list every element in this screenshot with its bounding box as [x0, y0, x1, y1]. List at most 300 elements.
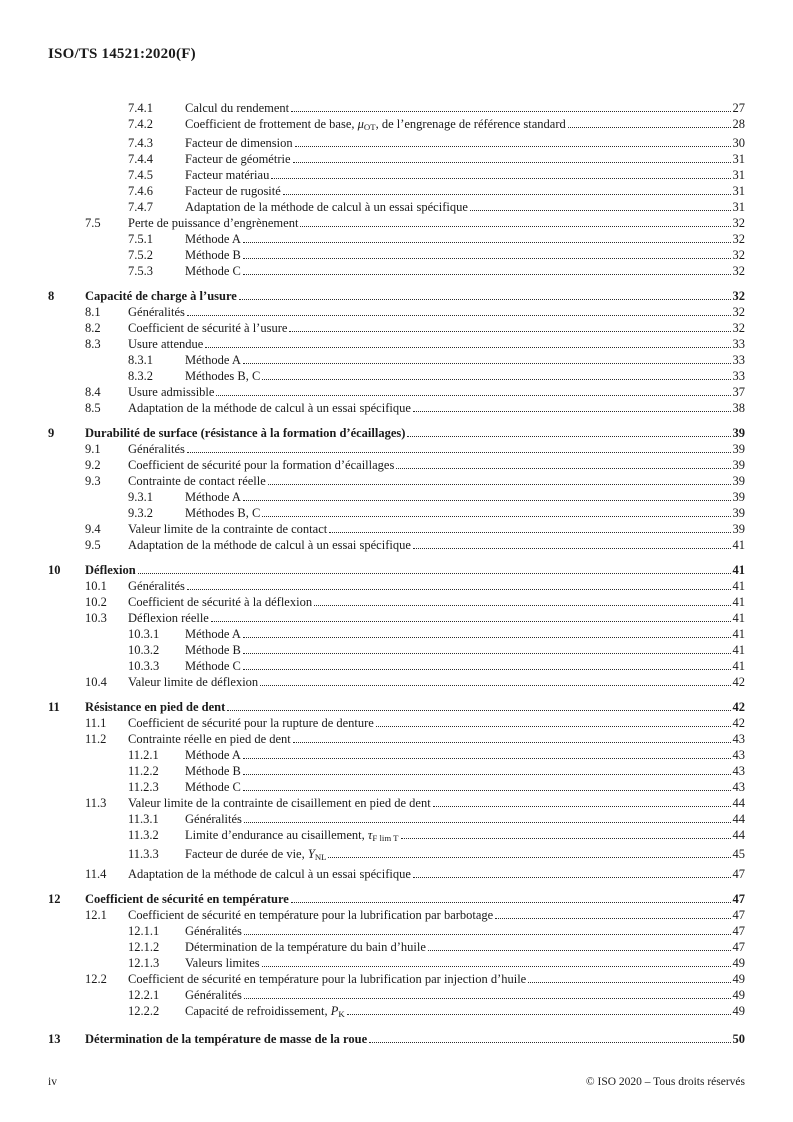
toc-entry-title: [85, 288, 237, 304]
table-of-contents: [48, 100, 745, 1047]
toc-entry-title: [185, 747, 241, 763]
toc-entry[interactable]: [48, 715, 745, 731]
toc-title-text: Capacité de refroidissement,: [185, 1003, 331, 1018]
toc-entry-number: 9.3.2: [128, 506, 153, 521]
toc-title-text: Détermination de la température du bain d’huile: [185, 939, 426, 954]
toc-entry-number: 7.4.2: [128, 117, 153, 131]
toc-entry-title: [128, 473, 266, 489]
toc-entry-page: 39: [732, 506, 745, 521]
toc-title-text: Méthode A: [185, 490, 241, 505]
toc-entry-page: 47: [732, 939, 745, 954]
toc-entry-title: [128, 320, 287, 336]
toc-entry-number: 8.1: [85, 305, 101, 320]
toc-entry-title: [128, 674, 258, 690]
toc-entry[interactable]: [48, 827, 745, 846]
toc-entry-title: [185, 368, 260, 384]
toc-entry-number: 9.5: [85, 538, 101, 553]
toc-title-text: Facteur de géométrie: [185, 152, 291, 167]
document-footer: [48, 1076, 745, 1088]
toc-leader-dots: [300, 225, 730, 227]
toc-entry-number: 10.3.1: [128, 627, 160, 642]
toc-entry-title: [128, 610, 209, 626]
toc-title-text: Facteur de rugosité: [185, 184, 281, 199]
toc-entry[interactable]: [48, 231, 745, 247]
toc-entry-page: 45: [732, 847, 745, 862]
toc-entry[interactable]: [48, 247, 745, 263]
toc-leader-dots: [396, 467, 730, 469]
toc-title-italic-segment: τ: [367, 828, 373, 843]
toc-entry-title: [185, 939, 426, 955]
toc-title-text: Facteur matériau: [185, 168, 270, 183]
toc-entry-page: 37: [732, 385, 745, 400]
toc-entry[interactable]: [48, 626, 745, 642]
toc-leader-dots: [413, 547, 731, 549]
toc-title-text: , de l’engrenage de référence standard: [375, 117, 566, 131]
toc-entry-page: 33: [732, 353, 745, 368]
toc-entry[interactable]: [48, 907, 745, 923]
toc-title-text: Méthode B: [185, 764, 241, 779]
toc-leader-dots: [138, 572, 731, 574]
toc-entry[interactable]: [48, 987, 745, 1003]
toc-entry-title: [185, 846, 326, 865]
toc-entry-title: [128, 384, 214, 400]
toc-entry[interactable]: [48, 971, 745, 987]
toc-entry[interactable]: [48, 384, 745, 400]
toc-entry-number: 12.1.2: [128, 939, 160, 954]
toc-title-text: Adaptation de la méthode de calcul à un essai spécifique: [128, 401, 411, 416]
toc-entry-page: 49: [732, 987, 745, 1002]
toc-entry-page: 42: [732, 675, 745, 690]
toc-entry-page: 39: [732, 458, 745, 473]
toc-entry-page: 41: [732, 563, 745, 578]
toc-leader-dots: [216, 394, 730, 396]
toc-entry[interactable]: [48, 116, 745, 135]
toc-entry[interactable]: [48, 891, 745, 907]
toc-title-text: Coefficient de sécurité en température: [85, 891, 289, 906]
toc-entry-title: [185, 779, 241, 795]
toc-entry[interactable]: [48, 288, 745, 304]
toc-entry-number: 12.2: [85, 971, 107, 986]
toc-entry-title: [128, 457, 394, 473]
toc-entry[interactable]: [48, 400, 745, 416]
toc-entry[interactable]: [48, 866, 745, 882]
toc-entry-number: 12: [48, 891, 61, 906]
toc-title-italic-segment: μ: [357, 117, 364, 131]
toc-entry[interactable]: [48, 320, 745, 336]
toc-entry-title: [128, 400, 411, 416]
toc-title-text: Valeur limite de déflexion: [128, 675, 259, 690]
toc-entry-title: [185, 167, 269, 183]
toc-entry[interactable]: [48, 795, 745, 811]
toc-entry[interactable]: [48, 167, 745, 183]
toc-entry[interactable]: [48, 521, 745, 537]
toc-entry-title: [128, 866, 411, 882]
toc-leader-dots: [243, 362, 731, 364]
toc-entry-page: 32: [732, 248, 745, 263]
toc-entry-number: 11: [48, 700, 60, 715]
toc-entry[interactable]: [48, 135, 745, 151]
toc-leader-dots: [262, 378, 730, 380]
toc-entry-title: [128, 731, 291, 747]
toc-entry[interactable]: [48, 578, 745, 594]
toc-leader-dots: [243, 668, 731, 670]
toc-entry-page: 41: [732, 538, 745, 553]
toc-entry[interactable]: [48, 489, 745, 505]
toc-entry-number: 10.4: [85, 675, 107, 690]
toc-entry-title: [128, 215, 298, 231]
toc-entry[interactable]: [48, 505, 745, 521]
toc-title-text: Contrainte réelle en pied de dent: [128, 732, 291, 747]
toc-title-text: Déflexion réelle: [128, 611, 209, 626]
toc-entry-number: 7.5.3: [128, 264, 153, 279]
toc-entry-number: 12.2.1: [128, 987, 160, 1002]
toc-entry-title: [185, 811, 242, 827]
toc-leader-dots: [243, 499, 731, 501]
toc-entry[interactable]: [48, 1031, 745, 1047]
toc-entry[interactable]: [48, 368, 745, 384]
toc-leader-dots: [187, 314, 731, 316]
toc-entry-title: [185, 247, 241, 263]
toc-title-text: Méthode C: [185, 659, 241, 674]
toc-entry-page: 50: [732, 1031, 745, 1046]
toc-entry-page: 30: [732, 136, 745, 151]
toc-leader-dots: [227, 709, 730, 711]
toc-entry-page: 47: [732, 891, 745, 906]
toc-entry[interactable]: [48, 955, 745, 971]
toc-entry-number: 7.4.5: [128, 168, 153, 183]
toc-leader-dots: [568, 126, 731, 128]
toc-entry-title: [185, 763, 241, 779]
toc-entry-number: 9.3: [85, 474, 101, 489]
toc-leader-dots: [347, 1013, 731, 1015]
toc-leader-dots: [295, 145, 731, 147]
toc-entry[interactable]: [48, 457, 745, 473]
toc-entry[interactable]: [48, 610, 745, 626]
toc-entry-number: 11.2.3: [128, 780, 159, 795]
toc-entry-page: 31: [732, 168, 745, 183]
toc-title-text: Généralités: [128, 305, 185, 320]
toc-leader-dots: [262, 965, 731, 967]
toc-entry[interactable]: [48, 151, 745, 167]
toc-title-text: Coefficient de sécurité pour la rupture de denture: [128, 716, 374, 731]
toc-entry-page: 41: [732, 627, 745, 642]
toc-entry-page: 42: [732, 700, 745, 715]
toc-entry-page: 42: [732, 716, 745, 731]
toc-leader-dots: [407, 435, 730, 437]
toc-entry-page: 31: [732, 152, 745, 167]
toc-leader-dots: [413, 410, 731, 412]
toc-title-text: Valeur limite de la contrainte de contact: [128, 522, 328, 537]
toc-entry-number: 8.3.1: [128, 353, 153, 368]
toc-entry[interactable]: [48, 811, 745, 827]
toc-entry-number: 12.1.3: [128, 955, 160, 970]
toc-entry-page: 41: [732, 595, 745, 610]
toc-leader-dots: [329, 531, 730, 533]
toc-entry-number: 13: [48, 1031, 61, 1046]
toc-title-text: Résistance en pied de dent: [85, 700, 226, 715]
toc-leader-dots: [291, 901, 731, 903]
toc-entry[interactable]: [48, 642, 745, 658]
toc-leader-dots: [262, 515, 730, 517]
toc-title-text: Perte de puissance d’engrènement: [128, 216, 299, 231]
toc-entry[interactable]: [48, 923, 745, 939]
toc-entry-number: 9.2: [85, 458, 101, 473]
toc-entry[interactable]: [48, 263, 745, 279]
toc-entry-number: 8.3: [85, 337, 101, 352]
toc-entry-page: 33: [732, 337, 745, 352]
toc-entry-number: 7.4.7: [128, 200, 153, 215]
toc-entry[interactable]: [48, 352, 745, 368]
toc-entry[interactable]: [48, 594, 745, 610]
toc-title-sub-segment: K: [338, 1008, 345, 1019]
toc-entry[interactable]: [48, 779, 745, 795]
toc-entry-title: [185, 231, 241, 247]
toc-entry[interactable]: [48, 731, 745, 747]
toc-entry-number: 11.4: [85, 866, 107, 881]
toc-entry-number: 7.4.4: [128, 152, 153, 167]
toc-title-text: Méthode C: [185, 264, 241, 279]
toc-title-italic-segment: P: [330, 1003, 339, 1018]
toc-leader-dots: [401, 837, 731, 839]
toc-entry-page: 47: [732, 866, 745, 881]
toc-entry-title: [185, 827, 399, 846]
toc-entry-page: 43: [732, 732, 745, 747]
toc-entry[interactable]: [48, 562, 745, 578]
toc-leader-dots: [244, 821, 731, 823]
toc-entry-number: 10.3: [85, 611, 107, 626]
toc-title-italic-segment: Y: [307, 847, 315, 862]
toc-entry-title: [185, 489, 241, 505]
toc-leader-dots: [243, 789, 731, 791]
toc-entry-number: 7.5.1: [128, 232, 153, 247]
toc-entry-page: 43: [732, 748, 745, 763]
toc-entry-number: 7.4.3: [128, 136, 153, 151]
toc-entry-number: 8: [48, 289, 55, 304]
toc-entry-title: [185, 135, 293, 151]
toc-entry[interactable]: [48, 100, 745, 116]
toc-leader-dots: [369, 1041, 730, 1043]
toc-entry-page: 47: [732, 923, 745, 938]
toc-entry[interactable]: [48, 183, 745, 199]
toc-entry[interactable]: [48, 747, 745, 763]
toc-entry-title: [185, 505, 260, 521]
toc-leader-dots: [244, 997, 731, 999]
toc-title-text: Adaptation de la méthode de calcul à un essai spécifique: [128, 866, 411, 881]
toc-entry-page: 32: [732, 305, 745, 320]
toc-entry-title: [185, 199, 468, 215]
toc-leader-dots: [495, 917, 730, 919]
toc-entry[interactable]: [48, 846, 745, 865]
toc-entry-title: [85, 699, 225, 715]
toc-leader-dots: [243, 273, 731, 275]
toc-title-text: Méthodes B, C: [185, 506, 261, 521]
toc-entry-number: 10.2: [85, 595, 107, 610]
toc-entry-title: [128, 537, 411, 553]
toc-entry[interactable]: [48, 658, 745, 674]
copyright-notice: © ISO 2020 – Tous droits réservés: [585, 1076, 745, 1088]
toc-entry-number: 9.3.1: [128, 490, 153, 505]
toc-title-text: Contrainte de contact réelle: [128, 474, 266, 489]
toc-title-sub-segment: F lim T: [372, 833, 399, 844]
toc-entry-number: 9.4: [85, 522, 101, 537]
toc-title-text: Méthodes B, C: [185, 369, 261, 384]
toc-entry[interactable]: [48, 939, 745, 955]
toc-entry[interactable]: [48, 1003, 745, 1022]
toc-title-sub-segment: NL: [314, 852, 327, 863]
toc-leader-dots: [211, 620, 731, 622]
toc-title-text: Limite d’endurance au cisaillement,: [185, 828, 368, 843]
document-header: [48, 46, 196, 63]
toc-entry-title: [185, 626, 241, 642]
toc-entry-page: 39: [732, 474, 745, 489]
toc-entry-number: 7.4.1: [128, 101, 153, 115]
toc-entry-page: 32: [732, 216, 745, 231]
toc-entry-number: 12.1.1: [128, 923, 160, 938]
toc-entry-number: 7.5: [85, 216, 101, 231]
toc-entry-number: 8.4: [85, 385, 101, 400]
toc-entry[interactable]: [48, 674, 745, 690]
toc-entry-number: 8.5: [85, 401, 101, 416]
toc-entry-page: 49: [732, 1003, 745, 1018]
toc-entry-number: 11.2.1: [128, 748, 159, 763]
folio-page-number: iv: [48, 1076, 57, 1088]
toc-title-text: Facteur de dimension: [185, 136, 293, 151]
toc-title-text: Valeurs limites: [185, 955, 260, 970]
toc-leader-dots: [243, 241, 731, 243]
toc-leader-dots: [205, 346, 730, 348]
toc-entry-title: [185, 642, 241, 658]
toc-entry-title: [85, 1031, 367, 1047]
toc-entry-page: 41: [732, 659, 745, 674]
toc-title-text: Généralités: [185, 812, 242, 827]
toc-entry-page: 38: [732, 401, 745, 416]
doc-reference: ISO/TS 14521:2020(F): [48, 46, 196, 62]
toc-leader-dots: [244, 933, 731, 935]
toc-title-text: Généralités: [128, 442, 185, 457]
toc-leader-dots: [239, 298, 731, 300]
toc-entry[interactable]: [48, 763, 745, 779]
toc-leader-dots: [187, 451, 731, 453]
toc-entry-number: 8.3.2: [128, 369, 153, 384]
toc-title-text: Valeur limite de la contrainte de cisaillement en pied de dent: [128, 796, 431, 811]
toc-entry[interactable]: [48, 336, 745, 352]
toc-entry-page: 44: [732, 796, 745, 811]
toc-entry-title: [85, 562, 136, 578]
toc-entry-title: [128, 594, 312, 610]
toc-title-text: Durabilité de surface (résistance à la formation d’écaillages): [85, 426, 406, 441]
toc-leader-dots: [376, 725, 731, 727]
toc-entry-title: [185, 151, 291, 167]
toc-title-text: Généralités: [128, 579, 185, 594]
toc-entry[interactable]: [48, 425, 745, 441]
toc-leader-dots: [243, 773, 731, 775]
toc-title-text: Facteur de durée de vie,: [185, 847, 308, 862]
toc-entry-title: [185, 116, 566, 135]
toc-entry-title: [185, 658, 241, 674]
toc-entry-title: [128, 578, 185, 594]
toc-entry-title: [128, 907, 493, 923]
toc-leader-dots: [243, 636, 731, 638]
toc-entry-title: [85, 425, 405, 441]
toc-entry-number: 11.2.2: [128, 764, 159, 779]
toc-entry-number: 12.2.2: [128, 1003, 160, 1018]
toc-title-text: Méthode B: [185, 248, 241, 263]
toc-title-text: Calcul du rendement: [185, 101, 290, 115]
toc-title-sub-segment: OT: [363, 122, 376, 133]
toc-leader-dots: [433, 805, 731, 807]
toc-entry[interactable]: [48, 473, 745, 489]
toc-entry-page: 47: [732, 907, 745, 922]
toc-entry-page: 32: [732, 232, 745, 247]
toc-title-text: Capacité de charge à l’usure: [85, 289, 237, 304]
toc-entry[interactable]: [48, 699, 745, 715]
toc-title-text: Coefficient de sécurité à la déflexion: [128, 595, 313, 610]
toc-title-text: Coefficient de sécurité à l’usure: [128, 321, 288, 336]
toc-entry-title: [128, 971, 526, 987]
toc-entry-page: 43: [732, 764, 745, 779]
toc-entry[interactable]: [48, 215, 745, 231]
toc-leader-dots: [271, 177, 730, 179]
toc-leader-dots: [289, 330, 730, 332]
toc-entry-title: [185, 263, 241, 279]
toc-entry-title: [128, 336, 203, 352]
toc-entry-number: 10: [48, 563, 61, 578]
toc-leader-dots: [413, 876, 731, 878]
toc-title-text: Coefficient de frottement de base,: [185, 117, 358, 131]
toc-entry-title: [185, 955, 260, 971]
toc-entry-number: 10.3.2: [128, 643, 160, 658]
toc-entry-number: 10.3.3: [128, 659, 160, 674]
toc-entry-title: [128, 715, 374, 731]
toc-leader-dots: [260, 684, 730, 686]
toc-entry[interactable]: [48, 441, 745, 457]
toc-entry[interactable]: [48, 537, 745, 553]
toc-title-text: Adaptation de la méthode de calcul à un essai spécifique: [185, 200, 468, 215]
toc-entry-page: 49: [732, 955, 745, 970]
toc-entry-number: 11.3: [85, 796, 107, 811]
toc-entry-page: 41: [732, 643, 745, 658]
toc-entry-page: 43: [732, 780, 745, 795]
toc-entry-page: 39: [732, 522, 745, 537]
toc-leader-dots: [187, 588, 731, 590]
toc-leader-dots: [291, 110, 730, 112]
toc-leader-dots: [293, 161, 731, 163]
toc-entry-page: 32: [732, 321, 745, 336]
toc-entry[interactable]: [48, 304, 745, 320]
toc-entry-number: 11.3.1: [128, 812, 159, 827]
toc-entry-title: [85, 891, 289, 907]
toc-entry-page: 32: [732, 289, 745, 304]
toc-entry-page: 33: [732, 369, 745, 384]
toc-entry[interactable]: [48, 199, 745, 215]
toc-leader-dots: [293, 741, 731, 743]
toc-title-text: Coefficient de sécurité pour la formation d’écaillages: [128, 458, 395, 473]
toc-entry-number: 11.2: [85, 732, 107, 747]
toc-entry-title: [185, 987, 242, 1003]
toc-entry-title: [128, 795, 431, 811]
toc-entry-page: 39: [732, 426, 745, 441]
toc-title-text: Méthode A: [185, 627, 241, 642]
toc-entry-page: 44: [732, 812, 745, 827]
toc-entry-number: 7.4.6: [128, 184, 153, 199]
toc-entry-number: 11.3.2: [128, 828, 159, 843]
toc-entry-number: 10.1: [85, 579, 107, 594]
toc-title-text: Méthode A: [185, 353, 241, 368]
toc-entry-number: 9.1: [85, 442, 101, 457]
toc-leader-dots: [328, 856, 730, 858]
toc-entry-page: 44: [732, 828, 745, 843]
toc-leader-dots: [243, 652, 731, 654]
